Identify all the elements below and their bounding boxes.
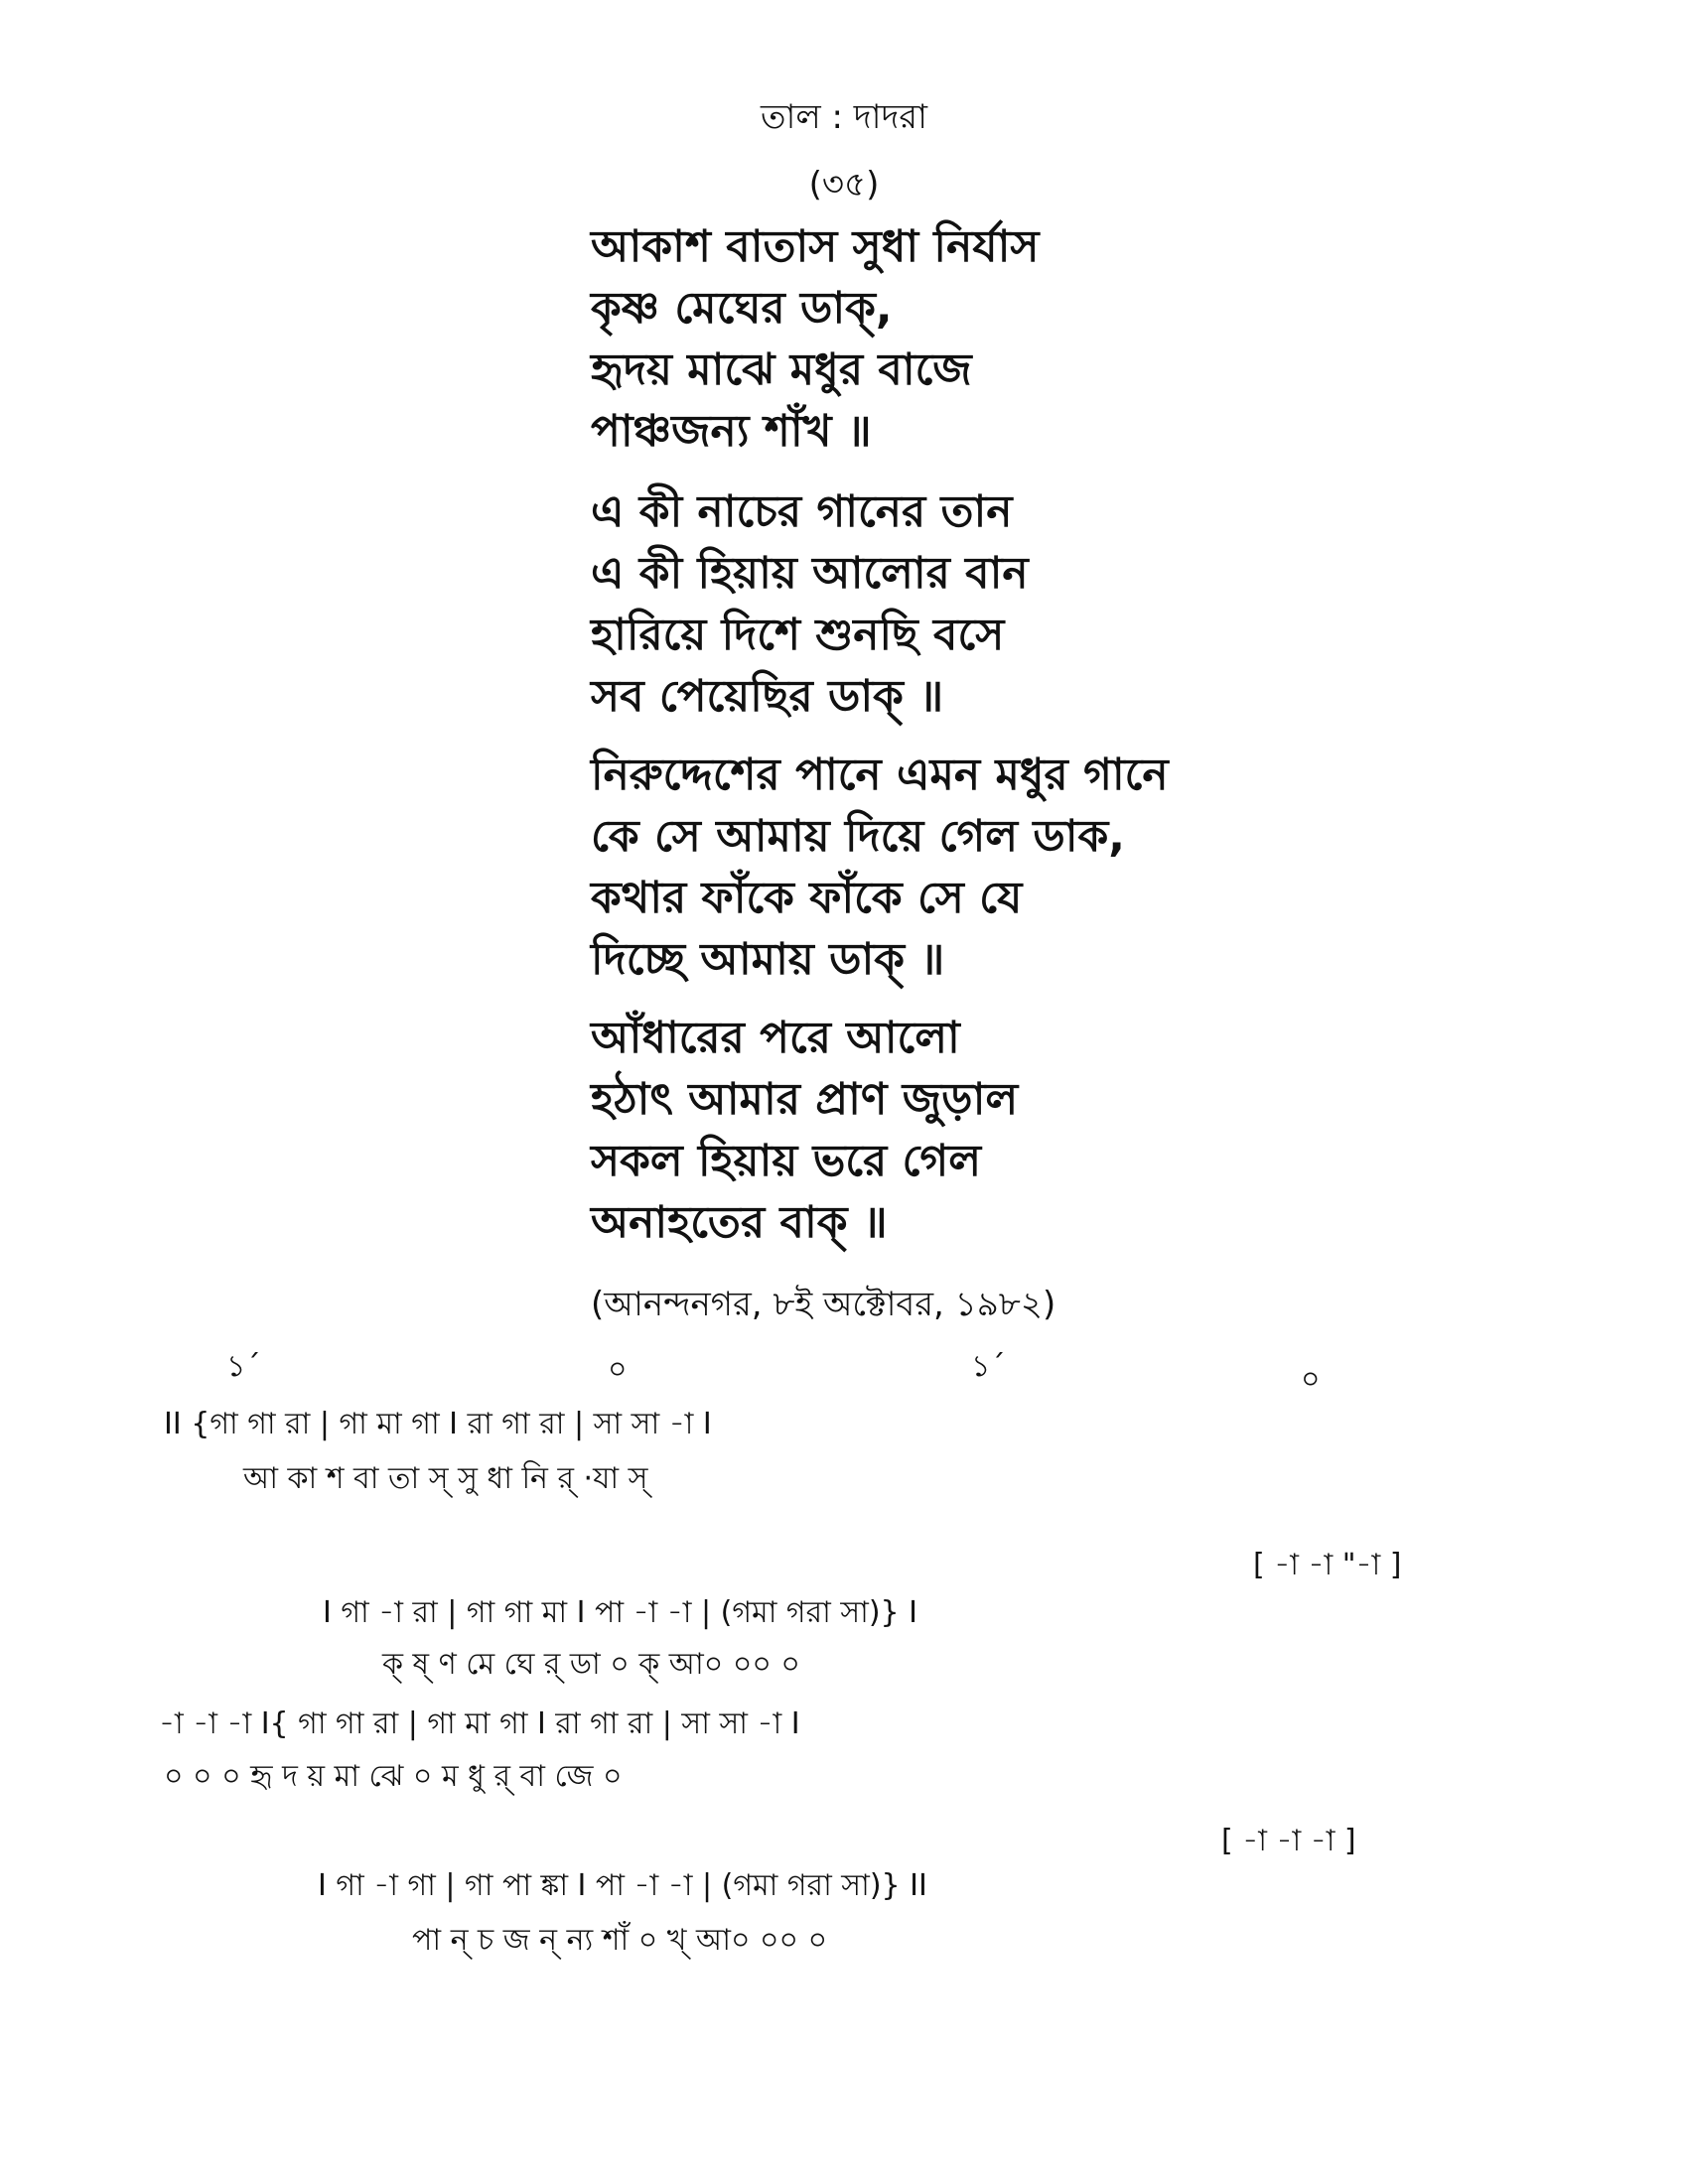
tala-heading: তাল : দাদরা — [761, 97, 927, 137]
lyric-line: দিচ্ছে আমায় ডাক্ ॥ — [591, 934, 945, 985]
beat-mark: ১´ — [971, 1349, 1006, 1384]
stanza — [591, 481, 1484, 728]
lyric-line: কে সে আমায় দিয়ে গেল ডাক, — [591, 811, 1125, 862]
notation-lyrics: ০ ০ ০ হৃ দ য় মা ঝে ০ ম ধু র্ বা জে ০ — [164, 1759, 623, 1794]
notation-notes: I গা -া গা | গা পা ঙ্কা I পা -া -া | (গমা গরা সা)} II — [318, 1868, 927, 1903]
lyric-line: কৃষ্ণ মেঘের ডাক্, — [591, 283, 893, 334]
lyric-line: সব পেয়েছির ডাক্ ॥ — [591, 671, 944, 722]
lyric-line: নিরুদ্দেশের পানে এমন মধুর গানে — [591, 750, 1169, 800]
stanza — [591, 745, 1484, 991]
song-number: (৩৫) — [808, 165, 880, 205]
lyric-line: পাঞ্চজন্য শাঁখ ॥ — [591, 406, 872, 457]
notation-alternate: [ -া -া "-া ] — [1253, 1548, 1402, 1582]
notation-lyrics: আ কা শ বা তা স্ সু ধা নি র্ ·যা স্ — [243, 1461, 648, 1496]
beat-mark: ১´ — [226, 1349, 261, 1384]
notation-alternate: [ -া -া -া ] — [1221, 1824, 1356, 1858]
lyric-line: কথার ফাঁকে ফাঁকে সে যে — [591, 873, 1023, 923]
lyric-line: আকাশ বাতাস সুধা নির্যাস — [591, 221, 1040, 272]
notation-notes: I গা -া রা | গা গা মা I পা -া -া | (গমা গরা সা)} I — [323, 1595, 918, 1630]
lyric-line: এ কী হিয়ায় আলোর বান — [591, 548, 1029, 599]
notation-lyrics: পা ন্ চ জ ন্ ন্য শাঁ ০ খ্ আ০ ০০ ০ — [412, 1923, 828, 1958]
lyric-line: অনাহতের বাক্ ॥ — [591, 1197, 888, 1248]
lyric-line: সকল হিয়ায় ভরে গেল — [591, 1136, 982, 1186]
notation-notes: II {গা গা রা | গা মা গা I রা গা রা | সা সা -া I — [164, 1407, 712, 1441]
beat-mark: ০ — [1301, 1362, 1321, 1397]
lyric-line: হৃদয় মাঝে মধুর বাজে — [591, 344, 972, 395]
beat-mark: ০ — [608, 1352, 628, 1387]
lyric-line: হঠাৎ আমার প্রাণ জুড়াল — [591, 1074, 1019, 1125]
notation-notes: -া -া -া I{ গা গা রা | গা মা গা I রা গা রা | সা সা -া I — [159, 1706, 800, 1741]
stanza — [591, 216, 1484, 463]
lyric-line: আঁধারের পরে আলো — [591, 1013, 960, 1063]
notation-lyrics: ক্ ষ্ ণ মে ঘে র্ ডা ০ ক্ আ০ ০০ ০ — [382, 1647, 800, 1682]
date-place-footer: (আনন্দনগর, ৮ই অক্টোবর, ১৯৮২) — [591, 1285, 1056, 1324]
lyric-line: হারিয়ে দিশে শুনছি বসে — [591, 610, 1005, 660]
lyric-line: এ কী নাচের গানের তান — [591, 486, 1013, 537]
stanza — [591, 1008, 1484, 1254]
